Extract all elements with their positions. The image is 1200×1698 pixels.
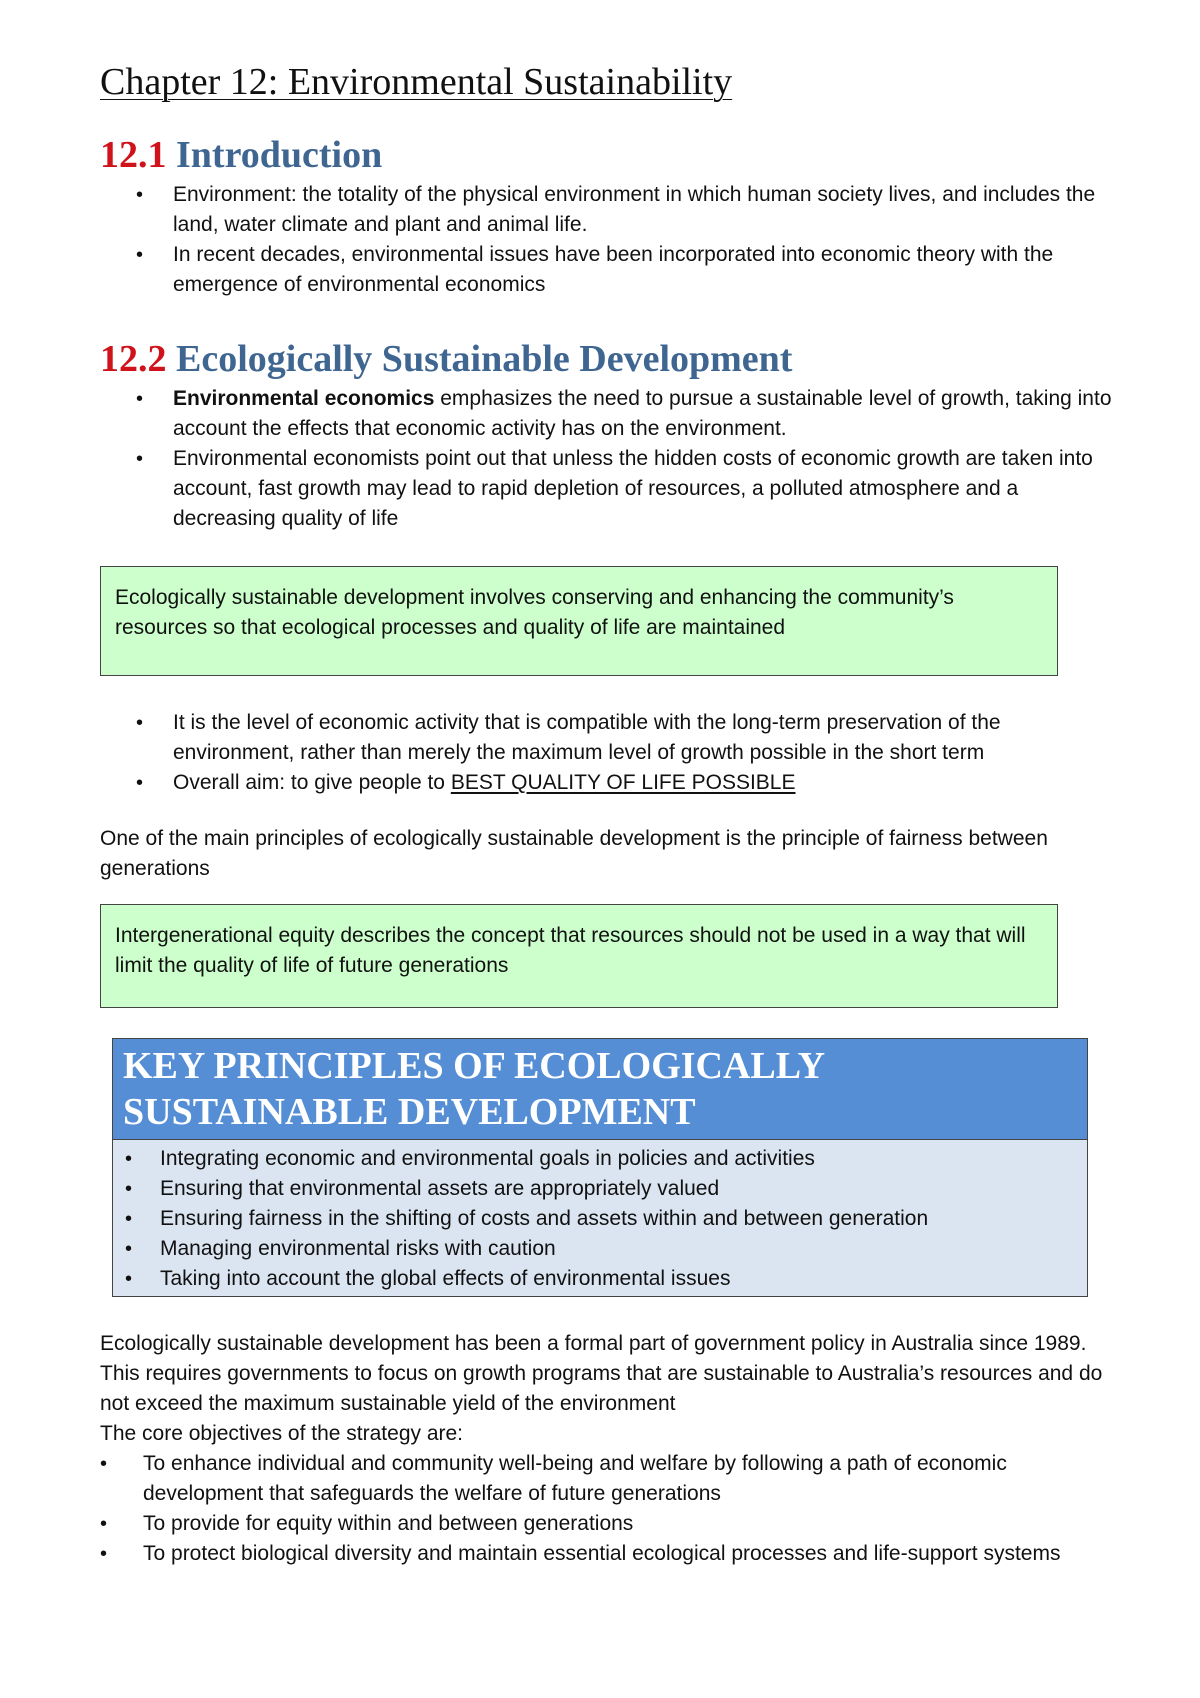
bullet-icon: • xyxy=(136,448,144,470)
section-title: Introduction xyxy=(176,134,383,176)
list-item-text: Environmental economists point out that unless the hidden costs of economic growth are taken into account, fast growth may lead to rapid depletion of resources, a polluted atmosphere and a decreasing quality of life xyxy=(173,447,1093,530)
list-item-text: To protect biological diversity and maintain essential ecological processes and life-support systems xyxy=(143,1542,1061,1565)
bullet-icon: • xyxy=(125,1208,133,1230)
bullet-icon: • xyxy=(136,244,144,266)
list-item-text: Ensuring that environmental assets are appropriately valued xyxy=(160,1177,720,1200)
document-page xyxy=(100,58,1120,1569)
list-item-text: emphasizes the need to pursue a sustainable level of growth, taking into account the effects that economic activity has on the environment. xyxy=(173,387,1112,440)
key-principles-list xyxy=(113,1144,1087,1294)
list-item xyxy=(113,1144,1087,1174)
bullet-icon: • xyxy=(125,1178,133,1200)
bullet-icon: • xyxy=(136,772,144,794)
paragraph-fairness: One of the main principles of ecologically sustainable development is the principle of fairness between generations xyxy=(100,827,1048,880)
underlined-text: BEST QUALITY OF LIFE POSSIBLE xyxy=(450,771,796,794)
list-item xyxy=(100,384,1120,444)
list-item-text: Managing environmental risks with caution xyxy=(160,1237,556,1260)
definition-box-intergenerational-equity: Intergenerational equity describes the concept that resources should not be used in a way that will limit the quality of life of future generations xyxy=(100,904,1058,1008)
paragraph-policy: Ecologically sustainable development has been a formal part of government policy in Australia since 1989. This requires governments to focus on growth programs that are sustainable to Australia’s resources and do not exceed the maximum sustainable yield of the environment xyxy=(100,1332,1103,1415)
list-item-text: Integrating economic and environmental goals in policies and activities xyxy=(160,1147,815,1170)
list-item xyxy=(113,1204,1087,1234)
list-item xyxy=(100,708,1120,768)
introduction-list xyxy=(100,180,1120,300)
key-principles-box xyxy=(112,1038,1088,1297)
bullet-icon: • xyxy=(100,1513,108,1535)
bullet-icon: • xyxy=(136,184,144,206)
section-heading-introduction xyxy=(100,132,1120,178)
list-item xyxy=(100,1509,1120,1539)
esd-detail-list xyxy=(100,708,1120,798)
bold-term: Environmental economics xyxy=(173,387,435,410)
section-title: Ecologically Sustainable Development xyxy=(176,338,793,380)
section-number: 12.2 xyxy=(100,338,167,380)
bullet-icon: • xyxy=(100,1543,108,1565)
objectives-list xyxy=(100,1449,1120,1569)
list-item xyxy=(100,180,1120,240)
section-number: 12.1 xyxy=(100,134,167,176)
esd-list xyxy=(100,384,1120,534)
list-item xyxy=(100,1539,1120,1569)
bullet-icon: • xyxy=(136,712,144,734)
key-principles-body xyxy=(113,1140,1087,1296)
list-item xyxy=(100,768,1120,798)
list-item-text: Environment: the totality of the physical environment in which human society lives, and includes the land, water climate and plant and animal life. xyxy=(173,183,1096,236)
definition-box-esd: Ecologically sustainable development involves conserving and enhancing the community’s resources so that ecological processes and quality of life are maintained xyxy=(100,566,1058,676)
bullet-icon: • xyxy=(136,388,144,410)
list-item xyxy=(113,1234,1087,1264)
list-item-text: To enhance individual and community well-being and welfare by following a path of economic development that safeguards the welfare of future generations xyxy=(143,1452,1007,1505)
list-item-text: It is the level of economic activity that is compatible with the long-term preservation of the environment, rather than merely the maximum level of growth possible in the short term xyxy=(173,711,1001,764)
list-item-text: Taking into account the global effects of environmental issues xyxy=(160,1267,731,1290)
bullet-icon: • xyxy=(125,1268,133,1290)
list-item-text: To provide for equity within and between generations xyxy=(143,1512,634,1535)
list-item-text: In recent decades, environmental issues have been incorporated into economic theory with the emergence of environmental economics xyxy=(173,243,1054,296)
objectives-intro: The core objectives of the strategy are: xyxy=(100,1422,464,1445)
chapter-title: Chapter 12: Environmental Sustainability xyxy=(100,61,733,103)
bullet-icon: • xyxy=(125,1238,133,1260)
list-item xyxy=(100,444,1120,534)
list-item-text: Ensuring fairness in the shifting of costs and assets within and between generation xyxy=(160,1207,929,1230)
bullet-icon: • xyxy=(125,1148,133,1170)
list-item xyxy=(100,240,1120,300)
list-item-text: Overall aim: to give people to xyxy=(173,771,451,794)
list-item xyxy=(100,1449,1120,1509)
list-item xyxy=(113,1264,1087,1294)
key-principles-title: KEY PRINCIPLES OF ECOLOGICALLY SUSTAINABLE DEVELOPMENT xyxy=(113,1039,1087,1140)
list-item xyxy=(113,1174,1087,1204)
section-heading-esd xyxy=(100,336,1120,382)
bullet-icon: • xyxy=(100,1453,108,1475)
